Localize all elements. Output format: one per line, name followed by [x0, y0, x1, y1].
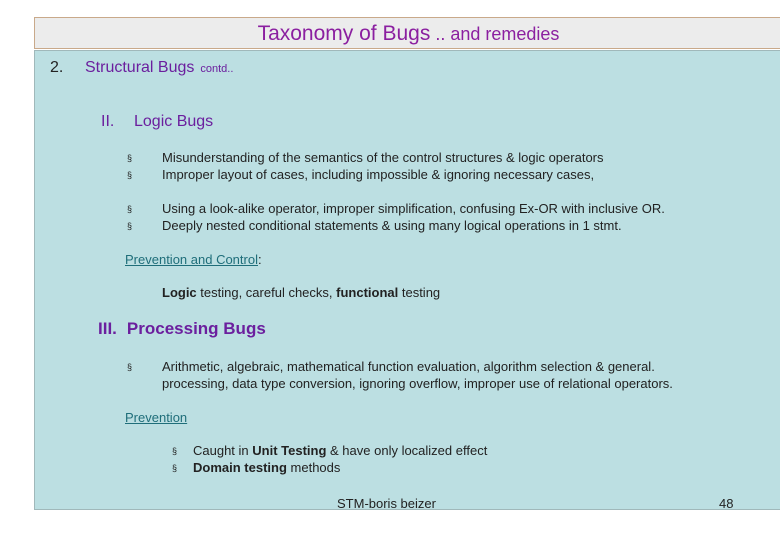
bullet-icon: §	[172, 463, 178, 473]
prevention-item-text: Caught in	[193, 443, 253, 458]
processing-prevention-heading	[125, 409, 187, 427]
logic-prevention-text	[162, 285, 440, 300]
prevention-item-keyword: Unit Testing	[252, 443, 327, 458]
slide-title-sub: .. and remedies	[430, 24, 560, 44]
logic-bugs-number: II.	[101, 113, 115, 130]
logic-item: Misunderstanding of the semantics of the control structures & logic operators	[162, 150, 604, 165]
prevention-item-keyword: Domain testing	[193, 460, 287, 475]
bullet-icon: §	[127, 362, 133, 372]
processing-item-line: Arithmetic, algebraic, mathematical function evaluation, algorithm selection & general.	[162, 359, 655, 374]
logic-prevention-heading	[125, 251, 262, 269]
section-contd: contd..	[200, 63, 234, 75]
prevention-text-part: testing, careful checks,	[196, 285, 337, 300]
processing-bugs-number: III.	[98, 319, 117, 338]
processing-bugs-title: Processing Bugs	[126, 319, 266, 338]
prevention-keyword: Logic	[162, 285, 197, 300]
prevention-item-text: & have only localized effect	[326, 443, 488, 458]
logic-item: Deeply nested conditional statements & using many logical operations in 1 stmt.	[162, 218, 622, 233]
processing-bugs-heading	[98, 319, 266, 339]
prevention-colon: :	[257, 252, 262, 267]
logic-item: Using a look-alike operator, improper simplification, confusing Ex-OR with inclusive OR.	[162, 201, 665, 216]
section-number: 2.	[50, 59, 64, 76]
footer-author: STM-boris beizer	[337, 496, 436, 511]
section-heading	[85, 59, 233, 77]
processing-item-line: processing, data type conversion, ignoring overflow, improper use of relational operators.	[162, 376, 673, 391]
prevention-keyword: functional	[336, 285, 399, 300]
slide-title-main: Taxonomy of Bugs	[257, 22, 431, 45]
processing-prevention-item	[193, 443, 487, 458]
logic-item: Improper layout of cases, including impossible & ignoring necessary cases,	[162, 167, 595, 182]
bullet-icon: §	[127, 153, 133, 163]
section-title: Structural Bugs	[85, 59, 195, 76]
slide-title-bar	[34, 17, 780, 49]
bullet-icon: §	[127, 170, 133, 180]
prevention-and-control-link[interactable]: Prevention and Control	[125, 252, 258, 267]
bullet-icon: §	[127, 221, 133, 231]
bullet-icon: §	[127, 204, 133, 214]
prevention-item-text: methods	[286, 460, 341, 475]
slide-title	[35, 22, 780, 46]
prevention-link[interactable]: Prevention	[125, 410, 188, 425]
bullet-icon: §	[172, 446, 178, 456]
page-number: 48	[719, 496, 734, 511]
processing-prevention-item	[193, 460, 340, 475]
prevention-text-part: testing	[398, 285, 441, 300]
logic-bugs-title: Logic Bugs	[134, 113, 214, 130]
